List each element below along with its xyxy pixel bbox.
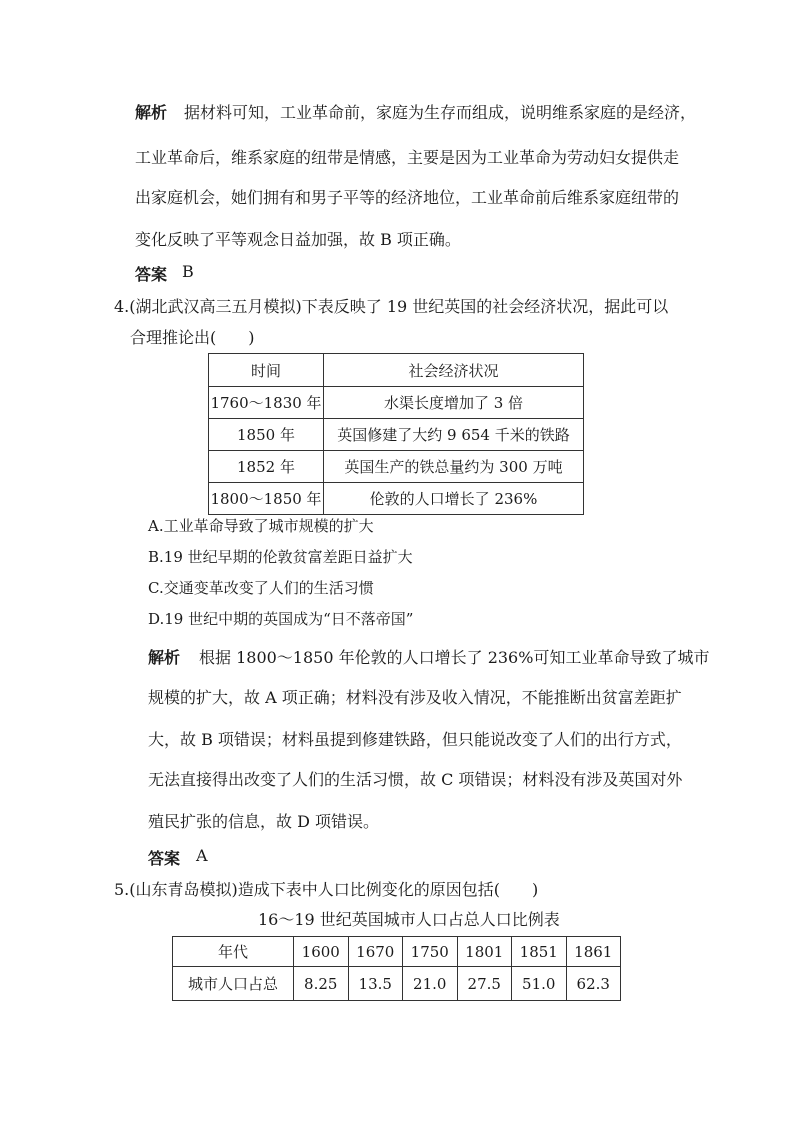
q5-table-row-header: 年代 — [173, 937, 294, 967]
q4-answer-label: 答案 — [148, 849, 181, 868]
q4-table-row — [209, 419, 584, 451]
q4-option-b: B.19 世纪早期的伦敦贫富差距日益扩大 — [148, 548, 413, 566]
q4-table-header-cell: 社会经济状况 — [324, 354, 584, 387]
q4-answer-value: A — [196, 846, 208, 865]
q4-table-header-row — [209, 354, 584, 387]
q4-option-a: A.工业革命导致了城市规模的扩大 — [148, 517, 374, 535]
q4-table-row — [209, 483, 584, 515]
q4-table-header-cell: 时间 — [209, 354, 324, 387]
q3-explanation-line: 工业革命后，维系家庭的纽带是情感，主要是因为工业革命为劳动妇女提供走 — [135, 148, 680, 167]
q5-table-year-cell: 1851 — [512, 937, 567, 967]
q5-table-value-cell: 13.5 — [348, 967, 403, 1001]
q5-stem: 5.(山东青岛模拟)造成下表中人口比例变化的原因包括( ) — [114, 880, 539, 899]
q4-explanation-line: 大，故 B 项错误；材料虽提到修建铁路，但只能说改变了人们的出行方式， — [148, 730, 682, 749]
q5-table-year-cell: 1750 — [403, 937, 458, 967]
q5-table-value-cell: 62.3 — [566, 967, 621, 1001]
q3-explanation-line: 变化反映了平等观念日益加强，故 B 项正确。 — [135, 230, 461, 249]
q4-table-cell: 英国修建了大约 9 654 千米的铁路 — [324, 419, 584, 451]
q5-table-year-row — [173, 937, 621, 967]
q4-option-c: C.交通变革改变了人们的生活习惯 — [148, 579, 374, 597]
q3-explanation-line: 出家庭机会，她们拥有和男子平等的经济地位，工业革命前后维系家庭纽带的 — [135, 188, 680, 207]
q5-table — [172, 936, 621, 1001]
q4-table-cell: 1760～1830 年 — [209, 387, 324, 419]
q3-answer-value: B — [182, 262, 194, 281]
q4-option-d: D.19 世纪中期的英国成为“日不落帝国” — [148, 610, 414, 628]
q5-table-year-cell: 1670 — [348, 937, 403, 967]
q4-stem-line: 4.(湖北武汉高三五月模拟)下表反映了 19 世纪英国的社会经济状况，据此可以 — [114, 297, 669, 316]
q5-table-value-cell: 21.0 — [403, 967, 458, 1001]
q5-table-year-cell: 1861 — [566, 937, 621, 967]
q4-table-row — [209, 451, 584, 483]
q4-explanation-line: 根据 1800～1850 年伦敦的人口增长了 236%可知工业革命导致了城市 — [199, 648, 710, 667]
q4-explanation-line: 殖民扩张的信息，故 D 项错误。 — [148, 812, 380, 831]
q4-table-cell: 1852 年 — [209, 451, 324, 483]
q5-table-value-row — [173, 967, 621, 1001]
q5-table-value-cell: 27.5 — [457, 967, 512, 1001]
q5-table-value-cell: 8.25 — [294, 967, 349, 1001]
q4-explanation-line: 规模的扩大，故 A 项正确；材料没有涉及收入情况，不能推断出贫富差距扩 — [148, 688, 682, 707]
q5-table-year-cell: 1600 — [294, 937, 349, 967]
q4-table-cell: 伦敦的人口增长了 236% — [324, 483, 584, 515]
q4-table-cell: 水渠长度增加了 3 倍 — [324, 387, 584, 419]
q4-explanation-label: 解析 — [148, 648, 181, 667]
q5-table-row-header: 城市人口占总 — [173, 967, 294, 1001]
q5-table-title: 16～19 世纪英国城市人口占总人口比例表 — [258, 910, 560, 929]
q5-table-value-cell: 51.0 — [512, 967, 567, 1001]
q3-explanation-line: 据材料可知，工业革命前，家庭为生存而组成，说明维系家庭的是经济， — [184, 103, 697, 122]
q4-stem-line: 合理推论出( ) — [130, 328, 255, 347]
q4-table-row — [209, 387, 584, 419]
q4-table-cell: 1800～1850 年 — [209, 483, 324, 515]
q3-explanation-label: 解析 — [135, 103, 168, 122]
q4-table-cell: 1850 年 — [209, 419, 324, 451]
q4-table-cell: 英国生产的铁总量约为 300 万吨 — [324, 451, 584, 483]
q4-explanation-line: 无法直接得出改变了人们的生活习惯，故 C 项错误；材料没有涉及英国对外 — [148, 770, 683, 789]
q4-table — [208, 353, 584, 515]
q5-table-year-cell: 1801 — [457, 937, 512, 967]
q3-answer-label: 答案 — [135, 265, 168, 284]
